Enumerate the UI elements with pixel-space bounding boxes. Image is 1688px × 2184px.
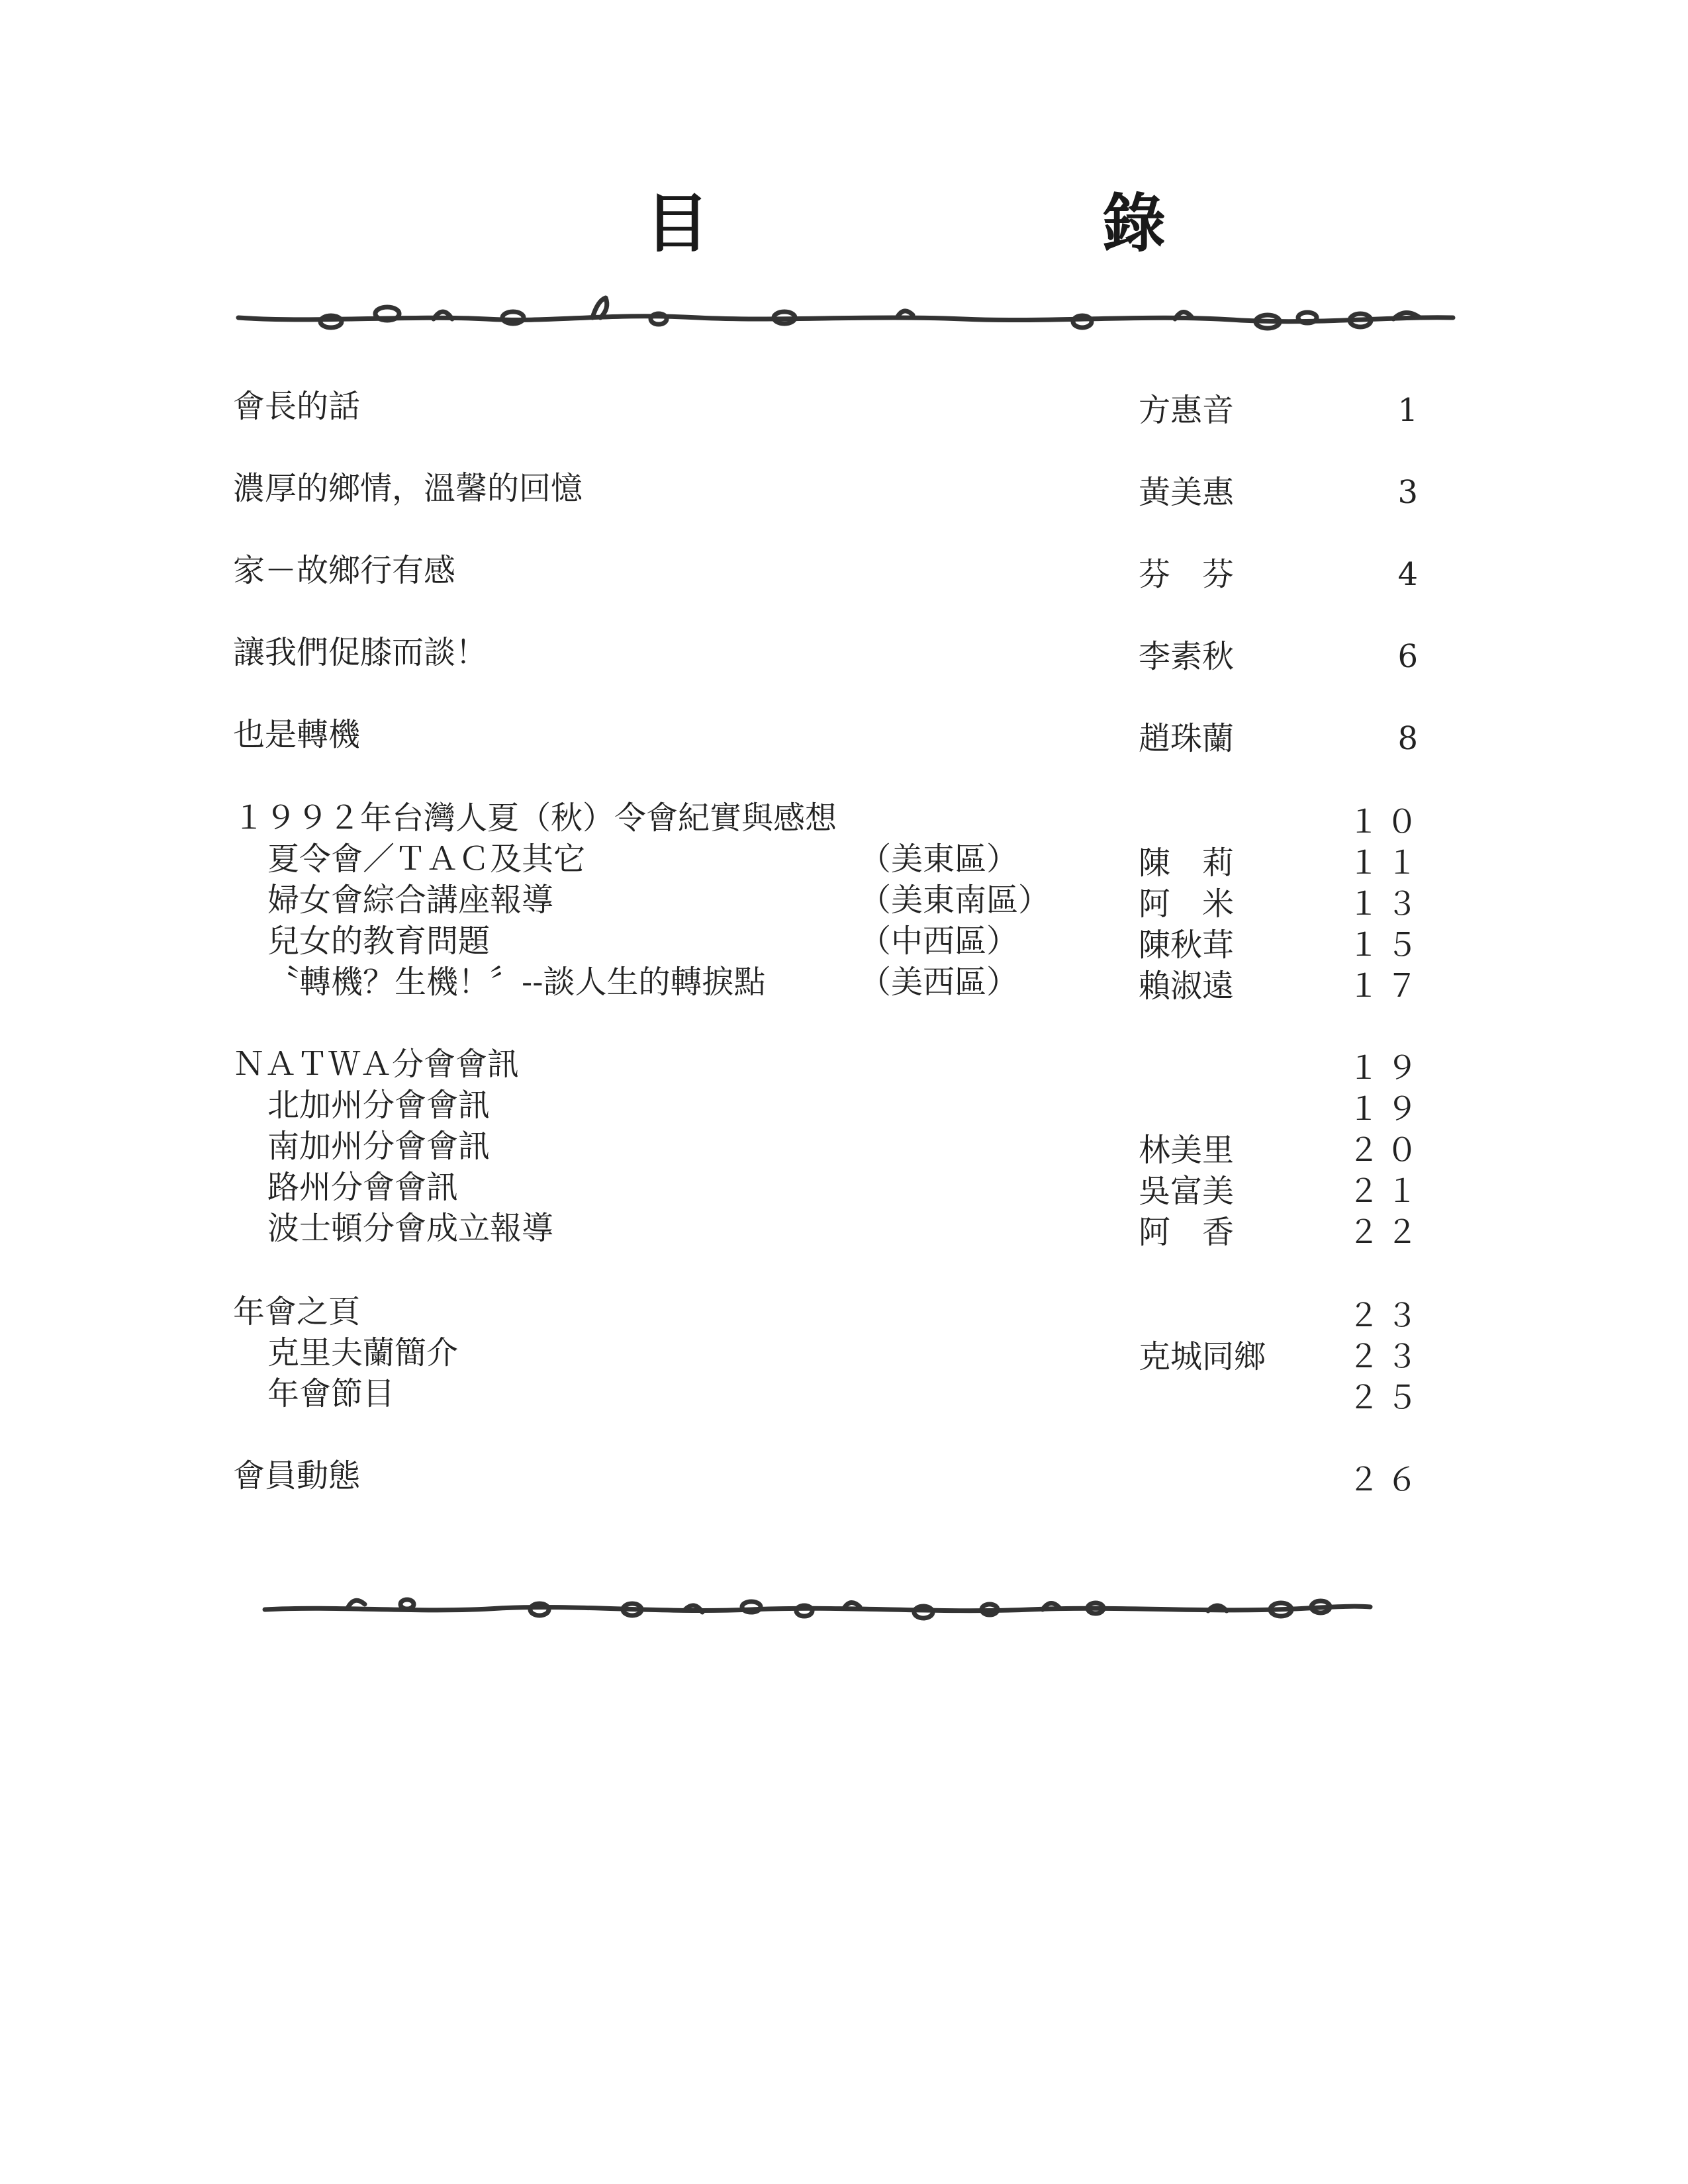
- toc-entry-page: １９: [1347, 1091, 1425, 1128]
- toc-subentry-title: 波士頓分會成立報導: [267, 1210, 554, 1247]
- top-vine-divider-icon: [235, 291, 1456, 344]
- toc-subentry-title: 婦女會綜合講座報導: [267, 882, 554, 919]
- toc-subentry-title: 年會節目: [267, 1375, 395, 1412]
- page-title-right-char: 錄: [1102, 186, 1166, 261]
- toc-entry-page: １３: [1347, 886, 1425, 923]
- toc-subentry-title: 南加州分會會訊: [267, 1128, 491, 1165]
- toc-entry-title: 也是轉機: [233, 716, 361, 753]
- toc-entry-page: １７: [1347, 968, 1425, 1005]
- toc-entry-page: ２３: [1347, 1338, 1425, 1375]
- toc-subentry-title: 兒女的教育問題: [267, 923, 491, 960]
- toc-entry-page: ２６: [1347, 1461, 1425, 1498]
- toc-section-title: 年會之頁: [233, 1293, 361, 1330]
- toc-entry-page: 1: [1397, 392, 1425, 429]
- toc-subentry-region: （美東南區）: [859, 882, 1051, 919]
- toc-subentry-title: 北加州分會會訊: [267, 1087, 491, 1124]
- toc-entry-page: ２３: [1347, 1297, 1425, 1334]
- toc-entry-page: １９: [1347, 1050, 1425, 1087]
- toc-subentry-title: 〝轉機？生機！〞--談人生的轉捩點: [267, 964, 766, 1001]
- toc-entry-author: 吳富美: [1139, 1173, 1235, 1210]
- toc-entry-page: １５: [1347, 927, 1425, 964]
- toc-entry-page: 4: [1397, 556, 1425, 593]
- toc-entry-author: 阿 米: [1139, 886, 1235, 923]
- toc-entry-title: 濃厚的鄉情，溫馨的回憶: [233, 470, 583, 507]
- toc-entry-author: 芬 芬: [1139, 556, 1235, 593]
- toc-entry-author: 方惠音: [1139, 392, 1235, 429]
- toc-entry-title: 讓我們促膝而談！: [233, 634, 488, 671]
- toc-entry-title: 會員動態: [233, 1457, 361, 1494]
- toc-entry-author: 賴淑遠: [1139, 968, 1235, 1005]
- toc-entry-page: １１: [1347, 844, 1425, 882]
- toc-subentry-title: 夏令會／ＴＡＣ及其它: [267, 841, 586, 878]
- toc-entry-author: 黃美惠: [1139, 474, 1235, 511]
- toc-subentry-region: （中西區）: [859, 923, 1019, 960]
- toc-entry-author: 李素秋: [1139, 638, 1235, 675]
- toc-section-title: １９９２年台灣人夏（秋）令會紀實與感想: [233, 799, 837, 837]
- toc-entry-page: １０: [1347, 803, 1425, 841]
- toc-entry-page: 8: [1397, 720, 1425, 757]
- toc-entry-author: 林美里: [1139, 1132, 1235, 1169]
- toc-entry-page: 6: [1397, 638, 1425, 675]
- toc-entry-author: 趙珠蘭: [1139, 720, 1235, 757]
- toc-subentry-title: 路州分會會訊: [267, 1169, 459, 1206]
- toc-entry-author: 阿 香: [1139, 1214, 1235, 1251]
- toc-entry-author: 陳 莉: [1139, 844, 1235, 882]
- toc-entry-title: 家－故鄉行有感: [233, 552, 456, 589]
- toc-entry-page: ２２: [1347, 1214, 1425, 1251]
- toc-entry-author: 陳秋茸: [1139, 927, 1235, 964]
- bottom-vine-divider-icon: [261, 1582, 1374, 1635]
- toc-section-title: ＮＡＴＷＡ分會會訊: [233, 1046, 520, 1083]
- toc-entry-page: ２５: [1347, 1379, 1425, 1416]
- toc-entry-title: 會長的話: [233, 388, 361, 425]
- toc-entry-page: ２０: [1347, 1132, 1425, 1169]
- toc-subentry-region: （美西區）: [859, 964, 1019, 1001]
- toc-entry-page: ２１: [1347, 1173, 1425, 1210]
- toc-entry-author: 克城同鄉: [1139, 1338, 1266, 1375]
- toc-subentry-region: （美東區）: [859, 841, 1019, 878]
- toc-entry-page: 3: [1397, 474, 1425, 511]
- toc-subentry-title: 克里夫蘭簡介: [267, 1334, 459, 1371]
- page-title-left-char: 目: [645, 186, 709, 261]
